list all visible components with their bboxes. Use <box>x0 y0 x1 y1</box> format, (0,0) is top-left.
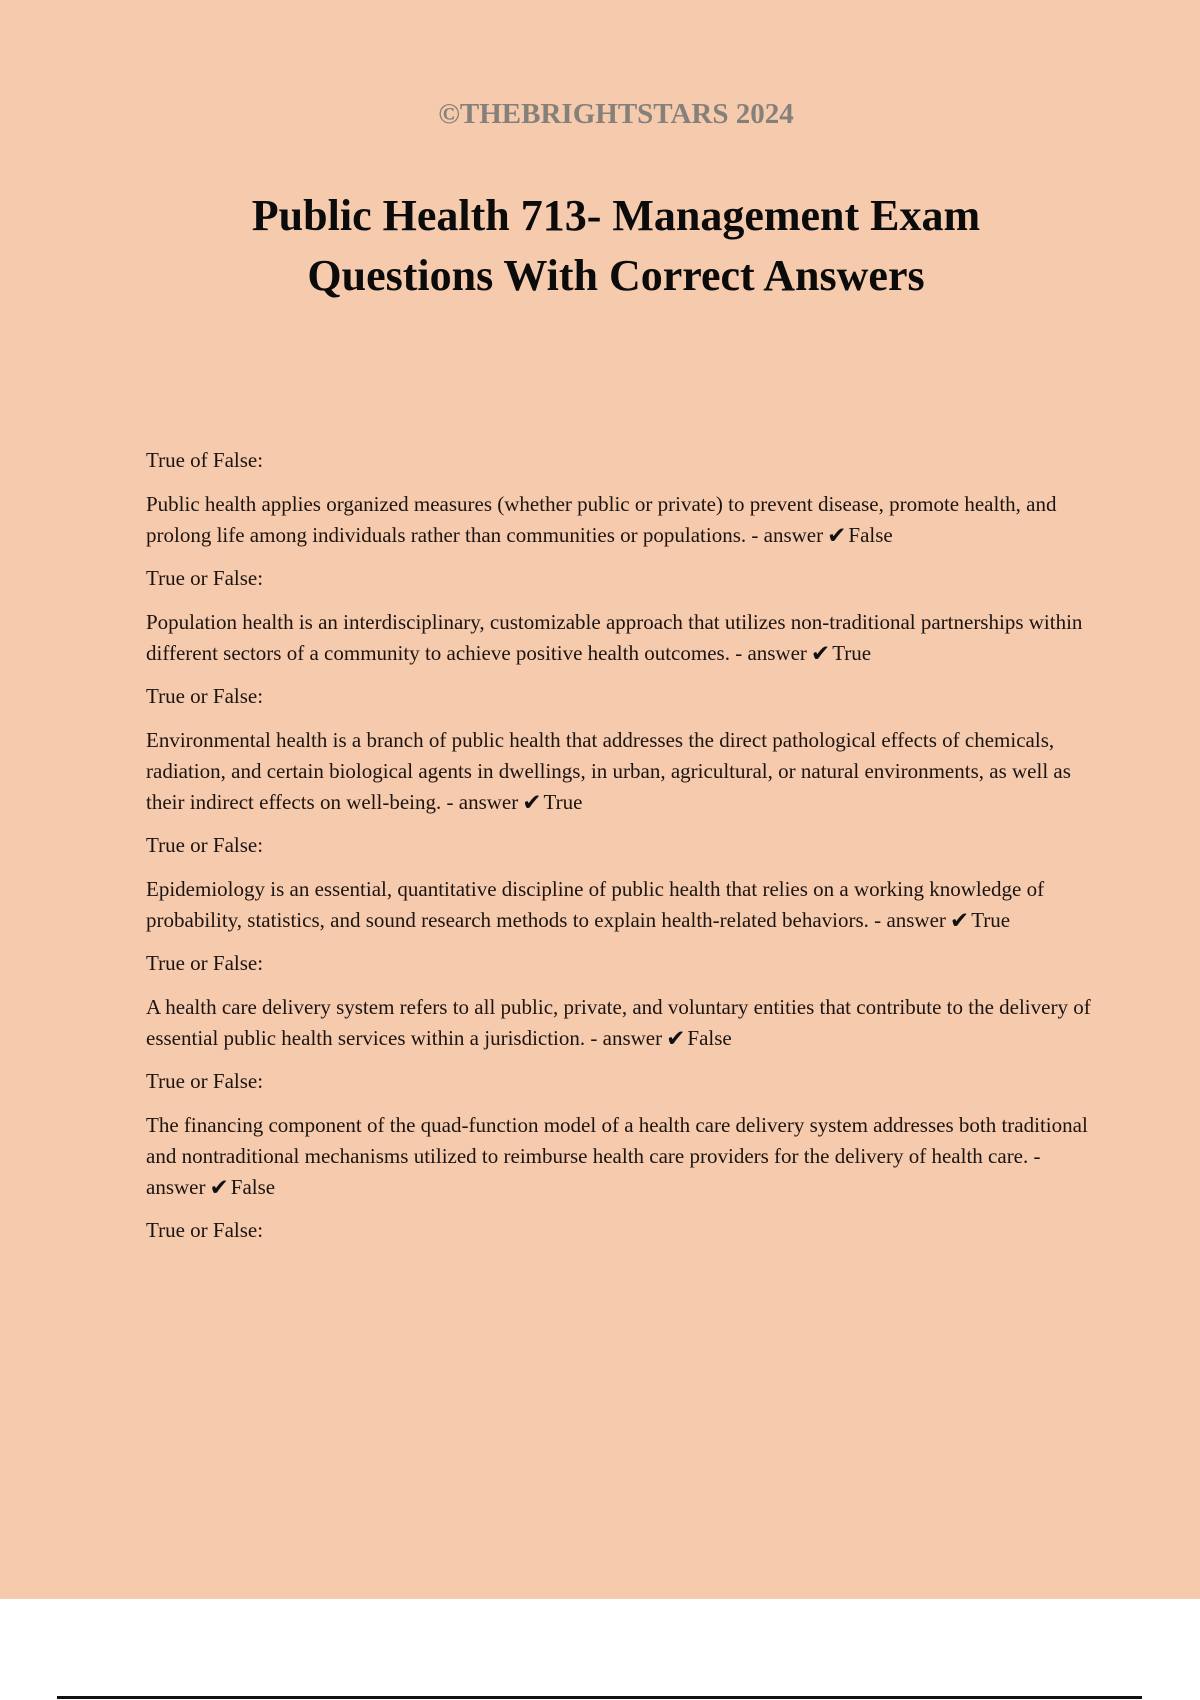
answer-prefix: answer <box>146 1175 206 1199</box>
answer-prefix: answer <box>886 908 946 932</box>
answer-value: False <box>687 1026 732 1050</box>
answer-prefix: answer <box>458 790 519 814</box>
question-item <box>146 831 1096 936</box>
question-statement: Public health applies organized measures (whether public or private) to prevent disease, promote health, and prolong life among individuals rather than communities or populations. - <box>146 492 1057 547</box>
question-text <box>146 992 1096 1054</box>
question-item <box>146 1067 1096 1203</box>
checkmark-icon: ✔ <box>827 523 847 549</box>
answer-value: True <box>971 908 1011 932</box>
question-statement: A health care delivery system refers to all public, private, and voluntary entities that contribute to the delivery of essential public health services within a jurisdiction. - <box>146 995 1091 1050</box>
question-label: True or False: <box>146 1069 264 1093</box>
title-line-2: Questions With Correct Answers <box>307 251 925 300</box>
question-text <box>146 607 1096 669</box>
checkmark-icon: ✔ <box>522 790 542 816</box>
question-item <box>146 446 1096 551</box>
answer-value: True <box>832 641 872 665</box>
question-label: True of False: <box>146 448 264 472</box>
question-statement: The financing component of the quad-function model of a health care delivery system addresses both traditional and nontraditional mechanisms utilized to reimburse health care providers for the delivery of health care. - <box>146 1113 1088 1168</box>
document-title <box>0 186 1200 306</box>
question-statement: Epidemiology is an essential, quantitative discipline of public health that relies on a working knowledge of probability, statistics, and sound research methods to explain health-related behaviors. - <box>146 877 1045 932</box>
answer-value: False <box>230 1175 276 1199</box>
question-text <box>146 725 1096 818</box>
answer-prefix: answer <box>763 523 824 547</box>
question-label: True or False: <box>146 833 264 857</box>
checkmark-icon: ✔ <box>209 1175 229 1201</box>
question-label: True or False: <box>146 684 264 708</box>
question-item <box>146 564 1096 669</box>
question-text <box>146 1110 1096 1203</box>
answer-value: False <box>848 523 893 547</box>
checkmark-icon: ✔ <box>949 908 970 934</box>
checkmark-icon: ✔ <box>810 641 831 667</box>
question-label: True or False: <box>146 566 264 590</box>
answer-value: True <box>543 790 583 814</box>
answer-prefix: answer <box>602 1026 663 1050</box>
question-list <box>146 446 1096 1259</box>
answer-prefix: answer <box>747 641 807 665</box>
question-text <box>146 489 1096 551</box>
title-line-1: Public Health 713- Management Exam <box>251 191 981 240</box>
question-item <box>146 1216 1096 1244</box>
copyright-watermark: ©THEBRIGHTSTARS 2024 <box>438 98 794 130</box>
question-item <box>146 682 1096 818</box>
question-text <box>146 874 1096 936</box>
question-label: True or False: <box>146 951 264 975</box>
checkmark-icon: ✔ <box>666 1026 686 1052</box>
question-label: True or False: <box>146 1218 264 1242</box>
page-divider-line <box>57 1696 1142 1699</box>
question-item <box>146 949 1096 1054</box>
question-statement: Environmental health is a branch of public health that addresses the direct pathological effects of chemicals, radiation, and certain biological agents in dwellings, in urban, agricultural, or natural environments, as well as their indirect effects on well-being. - <box>146 728 1071 814</box>
question-statement: Population health is an interdisciplinary, customizable approach that utilizes non-traditional partnerships within different sectors of a community to achieve positive health outcomes. - <box>146 610 1083 665</box>
